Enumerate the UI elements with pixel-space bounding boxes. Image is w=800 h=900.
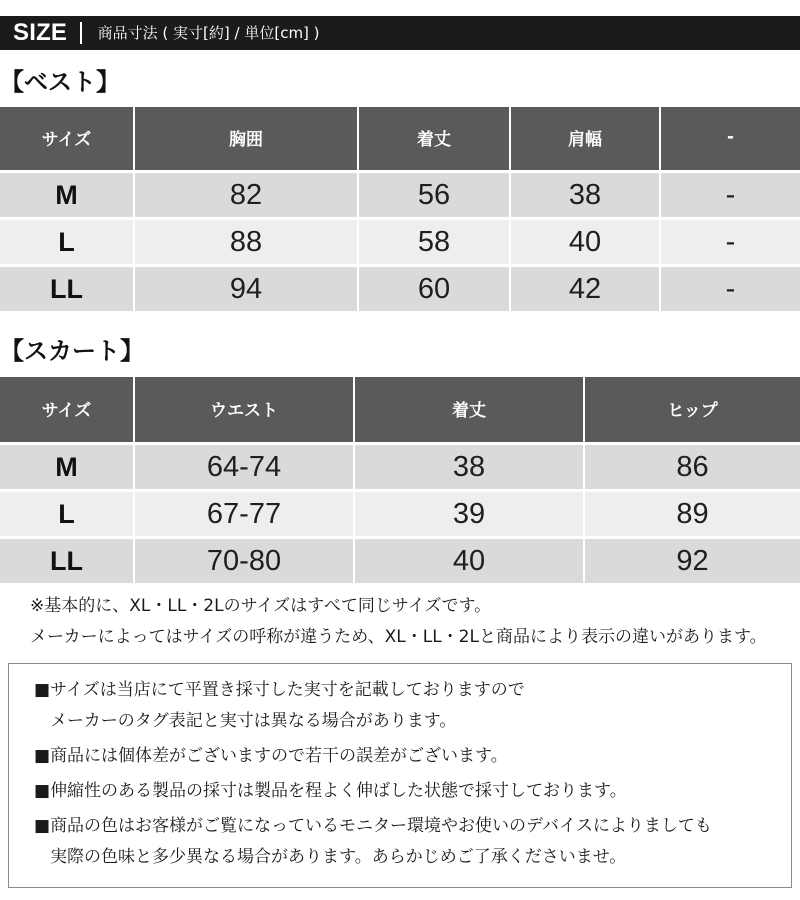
square-bullet: ■ <box>34 816 51 836</box>
notice-line: 商品の色はお客様がご覧になっているモニター環境やお使いのデバイスによりましても <box>50 816 712 836</box>
notice-item <box>34 741 791 772</box>
notice-line: 伸縮性のある製品の採寸は製品を程よく伸ばした状態で採寸しております。 <box>50 781 627 801</box>
length-value: 38 <box>355 445 583 489</box>
notice-item <box>34 811 791 873</box>
column-header-length: 着丈 <box>359 107 509 170</box>
size-title-bar <box>0 16 800 50</box>
extra-value: - <box>661 267 800 311</box>
shoulder-width-value: 38 <box>511 173 659 217</box>
extra-value: - <box>661 220 800 264</box>
note-line: メーカーによってはサイズの呼称が違うため、XL・LL・2Lと商品により表示の違いがあります。 <box>30 627 767 647</box>
size-subtitle: 商品寸法 ( 実寸[約] / 単位[cm] ) <box>97 24 320 42</box>
title-divider <box>80 22 82 44</box>
hip-value: 92 <box>585 539 800 583</box>
shoulder-width-value: 40 <box>511 220 659 264</box>
chest-value: 88 <box>135 220 357 264</box>
chest-value: 82 <box>135 173 357 217</box>
notice-text <box>50 811 712 873</box>
notice-box <box>8 663 792 888</box>
size-label: M <box>0 445 133 489</box>
extra-value: - <box>661 173 800 217</box>
length-value: 60 <box>359 267 509 311</box>
column-header-extra: - <box>661 107 800 170</box>
skirt-size-table <box>0 377 800 583</box>
vest-heading: 【ベスト】 <box>0 68 120 96</box>
column-header-length: 着丈 <box>355 377 583 442</box>
square-bullet: ■ <box>34 680 51 700</box>
column-header-shoulder-width: 肩幅 <box>511 107 659 170</box>
size-label: LL <box>0 267 133 311</box>
shoulder-width-value: 42 <box>511 267 659 311</box>
notice-item <box>34 776 791 807</box>
column-header-size: サイズ <box>0 377 133 442</box>
waist-value: 70-80 <box>135 539 353 583</box>
notice-line: メーカーのタグ表記と実寸は異なる場合があります。 <box>50 711 457 731</box>
column-header-waist: ウエスト <box>135 377 353 442</box>
vest-size-table <box>0 107 800 311</box>
size-label: L <box>0 492 133 536</box>
size-label: M <box>0 173 133 217</box>
notice-line: 実際の色味と多少異なる場合があります。あらかじめご了承くださいませ。 <box>50 847 627 867</box>
note-line: ※基本的に、XL・LL・2Lのサイズはすべて同じサイズです。 <box>30 596 492 616</box>
notice-text <box>50 675 525 737</box>
notice-text <box>50 741 508 772</box>
notice-item <box>34 675 791 737</box>
hip-value: 86 <box>585 445 800 489</box>
length-value: 56 <box>359 173 509 217</box>
column-header-size: サイズ <box>0 107 133 170</box>
notice-text <box>50 776 627 807</box>
notice-line: 商品には個体差がございますので若干の誤差がございます。 <box>50 746 508 766</box>
length-value: 39 <box>355 492 583 536</box>
notice-line: サイズは当店にて平置き採寸した実寸を記載しておりますので <box>50 680 525 700</box>
square-bullet: ■ <box>34 781 51 801</box>
column-header-chest: 胸囲 <box>135 107 357 170</box>
waist-value: 64-74 <box>135 445 353 489</box>
size-label: L <box>0 220 133 264</box>
chest-value: 94 <box>135 267 357 311</box>
length-value: 40 <box>355 539 583 583</box>
square-bullet: ■ <box>34 746 51 766</box>
waist-value: 67-77 <box>135 492 353 536</box>
size-label: LL <box>0 539 133 583</box>
size-title: SIZE <box>13 19 68 46</box>
size-notes <box>30 591 767 653</box>
column-header-hip: ヒップ <box>585 377 800 442</box>
length-value: 58 <box>359 220 509 264</box>
skirt-heading: 【スカート】 <box>0 337 144 365</box>
hip-value: 89 <box>585 492 800 536</box>
